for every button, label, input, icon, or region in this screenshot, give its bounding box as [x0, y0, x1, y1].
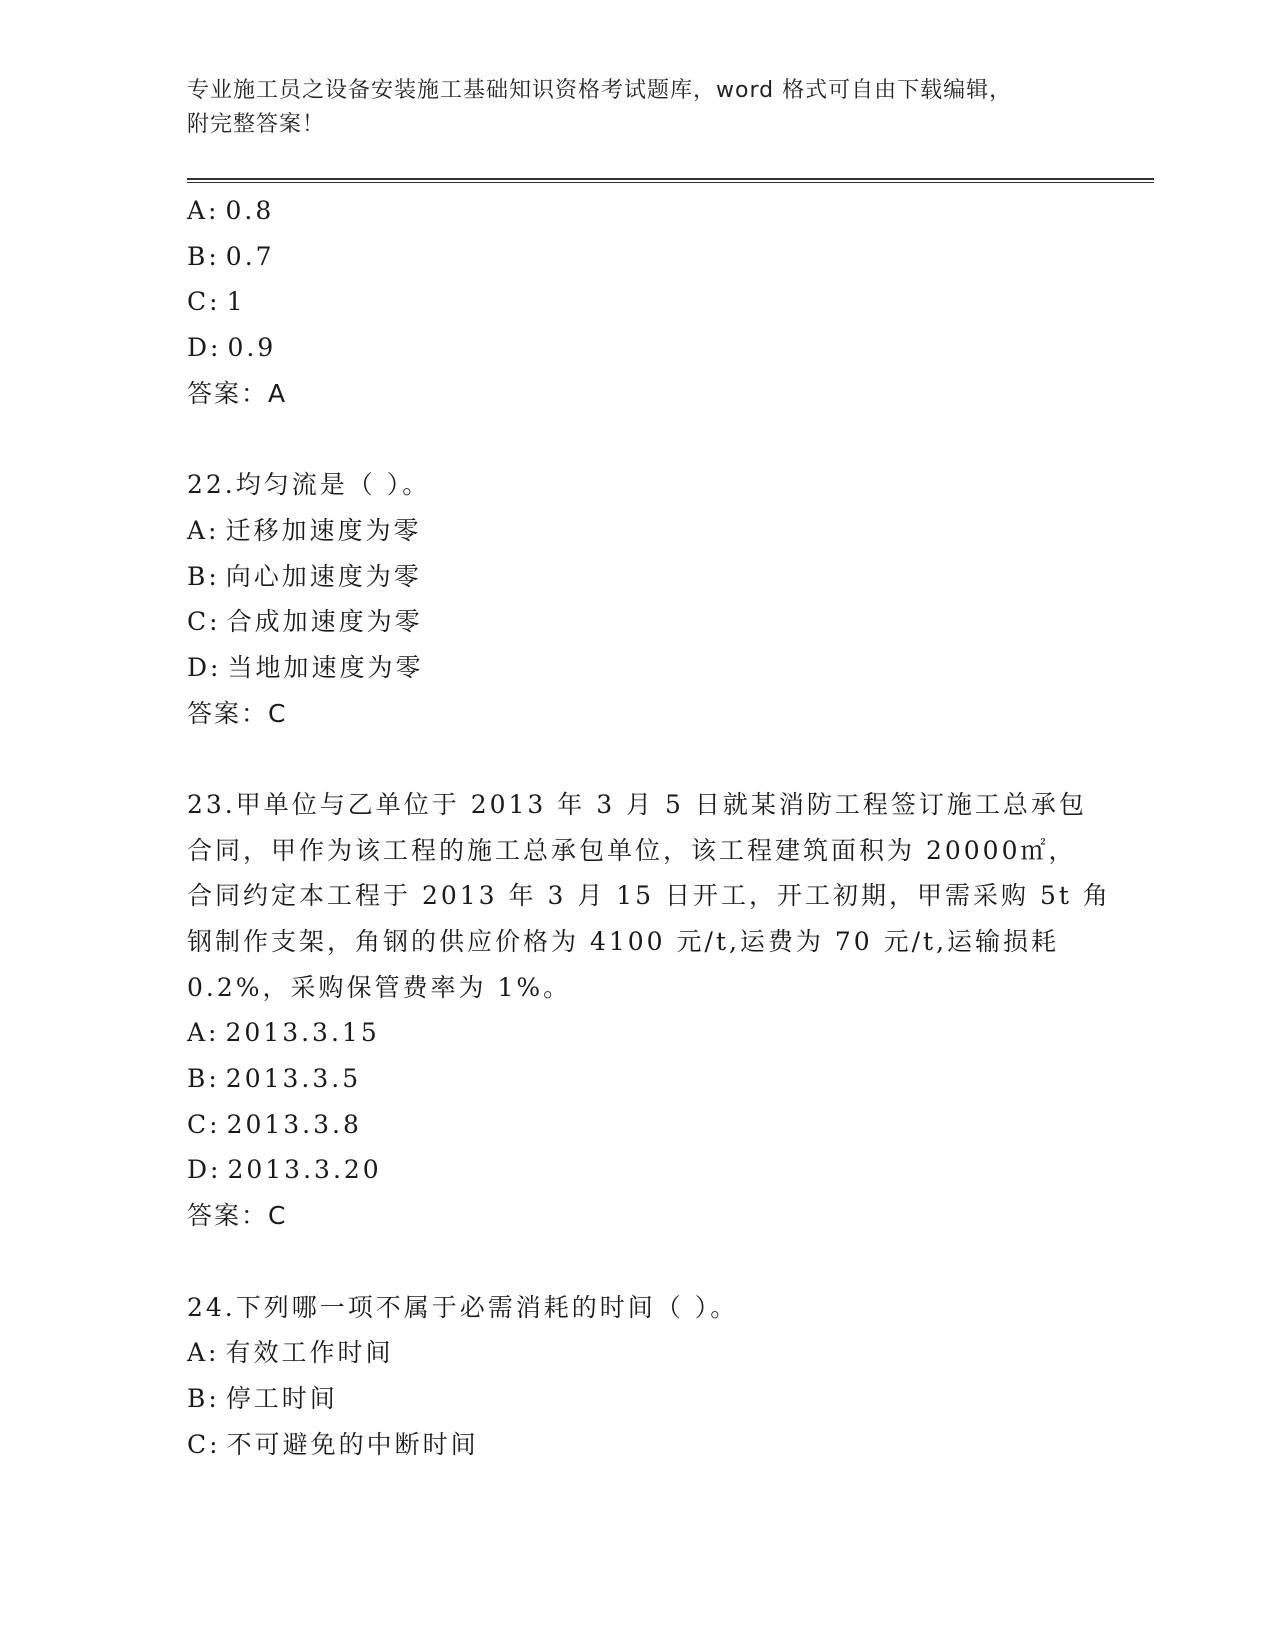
q23-stem-line-3: 合同约定本工程于 2013 年 3 月 15 日开工，开工初期，甲需采购 5t 角 — [187, 881, 1111, 911]
option-text: 2013.3.15 — [225, 1018, 380, 1048]
q21-option-d — [187, 325, 1087, 371]
q22-option-d — [187, 645, 1087, 691]
q22-option-b — [187, 554, 1087, 600]
option-text: 0.7 — [225, 241, 275, 271]
option-key: C: — [187, 1109, 221, 1139]
q24-option-a — [187, 1330, 1087, 1376]
q23-answer: 答案：C — [187, 1201, 288, 1231]
q23-option-b — [187, 1056, 1087, 1102]
option-key: B: — [187, 1064, 220, 1094]
option-text: 当地加速度为零 — [227, 652, 424, 682]
q23-stem-line-2: 合同，甲作为该工程的施工总承包单位，该工程建筑面积为 20000㎡， — [187, 835, 1077, 865]
option-text: 1 — [226, 287, 246, 317]
q23-option-c — [187, 1102, 1087, 1148]
option-text: 2013.3.8 — [226, 1109, 362, 1139]
document-header — [187, 74, 1087, 142]
q21-answer: 答案：A — [187, 378, 288, 408]
option-text: 2013.3.20 — [227, 1155, 382, 1185]
q23-stem-line-4: 钢制作支架，角钢的供应价格为 4100 元/t,运费为 70 元/t,运输损耗 — [187, 927, 1060, 956]
option-key: D: — [187, 1155, 222, 1185]
q23-stem-line-1: 23.甲单位与乙单位于 2013 年 3 月 5 日就某消防工程签订施工总承包 — [187, 789, 1087, 819]
option-key: C: — [187, 607, 221, 637]
q22-option-c — [187, 599, 1087, 645]
option-text: 迁移加速度为零 — [225, 515, 422, 545]
q24-stem: 24.下列哪一项不属于必需消耗的时间（ ）。 — [187, 1292, 739, 1322]
q23-stem-line-5: 0.2%，采购保管费率为 1%。 — [187, 972, 572, 1002]
option-text: 2013.3.5 — [225, 1064, 362, 1094]
q23-option-a — [187, 1010, 1087, 1056]
q22-answer: 答案：C — [187, 698, 288, 728]
option-text: 有效工作时间 — [225, 1338, 394, 1368]
q24-option-c — [187, 1422, 1087, 1468]
option-key: B: — [187, 1383, 220, 1413]
header-line-1: 专业施工员之设备安装施工基础知识资格考试题库，word 格式可自由下载编辑， — [187, 78, 1013, 103]
spacer — [187, 416, 1087, 462]
option-key: C: — [187, 287, 221, 317]
q21-option-c — [187, 279, 1087, 325]
option-key: B: — [187, 241, 220, 271]
option-text: 合成加速度为零 — [226, 607, 423, 637]
q23-option-d — [187, 1147, 1087, 1193]
q21-option-a — [187, 188, 1087, 234]
option-key: C: — [187, 1429, 221, 1459]
option-text: 0.9 — [227, 333, 277, 363]
option-text: 停工时间 — [225, 1383, 338, 1413]
option-key: D: — [187, 333, 222, 363]
option-text: 不可避免的中断时间 — [226, 1429, 479, 1459]
option-text: 向心加速度为零 — [225, 561, 422, 591]
q21-option-b — [187, 234, 1087, 280]
header-divider — [187, 178, 1154, 183]
option-key: D: — [187, 652, 222, 682]
option-key: A: — [187, 196, 220, 225]
q22-stem: 22.均匀流是（ ）。 — [187, 470, 431, 500]
option-key: A: — [187, 515, 220, 545]
q22-option-a — [187, 508, 1087, 554]
spacer — [187, 1239, 1087, 1285]
option-key: A: — [187, 1338, 220, 1368]
option-key: A: — [187, 1018, 220, 1048]
header-line-2: 附完整答案！ — [187, 112, 326, 137]
spacer — [187, 736, 1087, 782]
q24-option-b — [187, 1376, 1087, 1422]
option-key: B: — [187, 561, 220, 591]
question-list — [187, 188, 1111, 1467]
option-text: 0.8 — [225, 196, 275, 225]
